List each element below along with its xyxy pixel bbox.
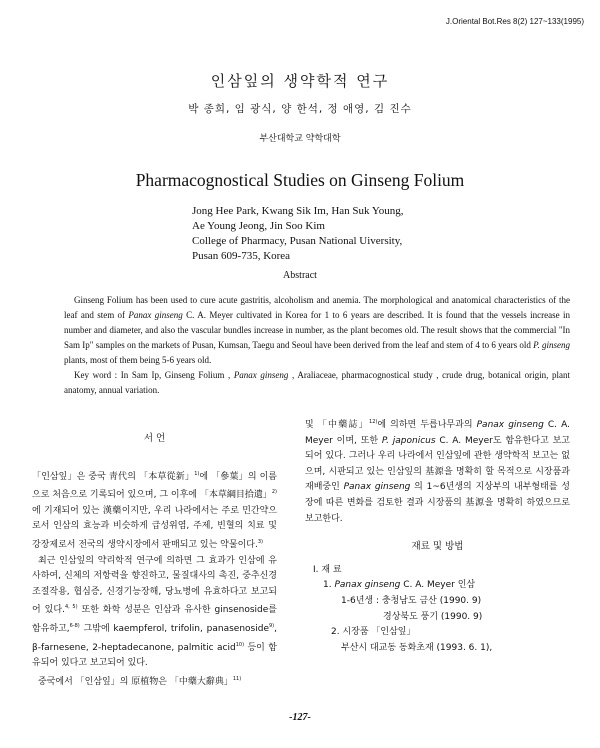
abstract-paragraph — [64, 293, 570, 368]
list-item — [305, 578, 570, 594]
authors-english — [192, 204, 403, 264]
abstract-body — [64, 293, 570, 398]
text: C. A. Meyer 인삼 — [400, 580, 476, 591]
citation: 3) — [257, 538, 263, 545]
intro-paragraph — [32, 672, 277, 691]
species-name: P. japonicus — [381, 435, 436, 446]
species-name: Panax ginseng — [334, 580, 401, 591]
text: 최근 인삼잎의 약리학적 연구에 의하면 그 효과가 인삼에 유사하여, 신체의 저항력을 향진하고, 물질대사의 촉진, 중추신경조절작용, 협심증, 신경기능장해, 당뇨병에 유효하다고 보고되어 있다. — [32, 555, 277, 616]
right-column — [305, 415, 570, 656]
materials-list — [305, 563, 570, 657]
list-item: 2. 시장품 「인삼잎」 — [331, 627, 416, 638]
text: , β-farnesene, 2-heptadecanone, palmitic acid — [32, 623, 277, 653]
abstract-text: C. A. Meyer cultivated in Korea for 1 to 6 years are described. It is found that the vessels increase in number and diameter, and also the vascular bundles increase in number, as the plant becomes old. The result shows that the commercial "In Sam Ip" samples on the markets of Pusan, Kumsan, Taegu and Seoul have been derived from the leaf and stem of 4 to 6 years old — [64, 310, 570, 350]
citation: 4, 5) — [64, 604, 78, 611]
list-item: Ⅰ. 재 료 — [313, 564, 342, 575]
address-line: Pusan 609-735, Korea — [192, 250, 291, 262]
citation: 6-8) — [69, 622, 80, 629]
citation: 1) — [194, 470, 200, 477]
abstract-heading: Abstract — [283, 270, 317, 281]
text: 중국에서 「인삼잎」의 原植物은 「中藥大辭典」 — [38, 676, 233, 687]
keywords-text: Key word : In Sam Ip, Ginseng Folium , — [74, 370, 234, 380]
affiliation-line: College of Pharmacy, Pusan National Uiversity, — [192, 235, 403, 247]
intro-paragraph-continued — [305, 415, 570, 527]
text: 1. — [323, 580, 335, 591]
list-item: 1-6년생 : 충청남도 금산 (1990. 9) — [341, 595, 482, 606]
authors-korean: 박 종희, 임 광식, 양 한석, 정 애영, 김 진수 — [188, 103, 412, 115]
abstract-text: Ginseng Folium has been used to cure acute gastritis, alcoholism and anemia. The morphological and anatomical characteristics of the leaf and stem of — [64, 295, 570, 320]
text: 및 「中藥誌」 — [305, 420, 370, 430]
section-heading-methods: 재료 및 방법 — [411, 541, 464, 553]
title-korean: 인삼잎의 생약학적 연구 — [210, 72, 390, 90]
text: 의 1~6년생의 지상부의 내부형태를 성장에 따른 변화를 검토한 결과 시장품의 基源을 명확히 하였으므로 보고한다. — [305, 482, 570, 524]
list-item: 부산시 대교동 동화초재 (1993. 6. 1), — [341, 642, 493, 653]
text: 또한 화학 성분은 인삼과 유사한 ginsenoside를 함유하고, — [32, 605, 277, 634]
abstract-text: plants, most of them being 5-6 years old. — [64, 355, 212, 365]
species-name: P. ginseng — [533, 340, 570, 350]
citation: 9) — [268, 622, 275, 629]
intro-paragraph — [32, 467, 277, 554]
authors-line: Jong Hee Park, Kwang Sik Im, Han Suk Young, — [192, 205, 404, 217]
authors-line: Ae Young Jeong, Jin Soo Kim — [192, 220, 325, 232]
citation: 12) — [369, 419, 378, 425]
affiliation-korean: 부산대학교 약학대학 — [259, 134, 341, 144]
species-name: Panax ginseng — [128, 310, 183, 320]
keywords — [64, 368, 570, 398]
citation: 2) — [271, 489, 277, 496]
citation: 11) — [232, 675, 242, 682]
text: C. A. Meyer 이며, 또한 — [305, 420, 570, 446]
journal-reference: J.Oriental Bot.Res 8(2) 127~133(1995) — [445, 17, 584, 26]
page-number: -127- — [289, 712, 311, 723]
text: 「인삼잎」은 중국 靑代의 「本草從新」 — [32, 471, 195, 482]
citation: 10) — [235, 641, 245, 648]
species-name: Panax ginseng — [476, 420, 544, 430]
section-heading-intro: 서 언 — [143, 433, 166, 444]
text: 에 「參葉」의 이름으로 처음으로 기록되어 있으며, 그 이후에 「本草綱目拾遺」 — [32, 471, 277, 501]
list-item: 경상북도 풍기 (1990. 9) — [383, 611, 483, 622]
keywords-text: , Araliaceae, pharmacognostical study , crude drug, botanical origin, plant anatomy, annual variation. — [64, 370, 570, 395]
left-column — [32, 431, 277, 690]
species-name: Panax ginseng — [233, 370, 289, 380]
text: C. A. Meyer도 함유한다고 보고되어 있다. 그러나 우리 나라에서 인삼잎에 관한 생약학적 보고는 없으며, 시판되고 있는 인삼잎의 基源을 명확히 할 목적으로 시장품과 재배중인 — [305, 435, 570, 493]
text: 에 기재되어 있는 漢藥이지만, 우리 나라에서는 주로 민간약으로서 인삼의 효능과 비슷하게 급성위염, 주제, 빈혈의 치료 및 강장제로서 전국의 생약시장에서 판매되고 있는 약물이다. — [32, 505, 277, 550]
species-name: Panax ginseng — [343, 482, 411, 493]
intro-paragraph — [32, 554, 277, 672]
text: 그밖에 kaempferol, trifolin, panasenoside — [79, 623, 269, 634]
text: 에 의하면 두릅나무과의 — [377, 420, 477, 430]
text: 등이 함유되어 있다고 보고되어 있다. — [32, 642, 277, 669]
title-english: Pharmacognostical Studies on Ginseng Folium — [135, 170, 465, 190]
